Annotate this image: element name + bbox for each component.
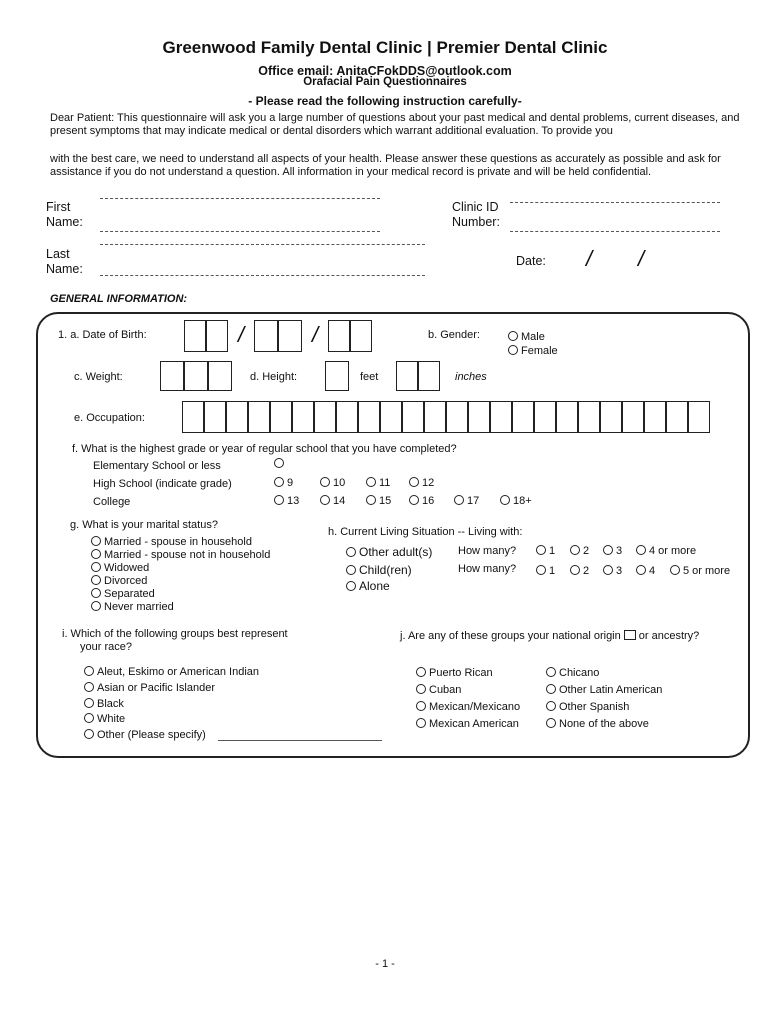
count-option[interactable]: 4 or more	[636, 545, 696, 557]
grade-option[interactable]: 17	[454, 495, 479, 507]
first-name-field[interactable]	[100, 231, 380, 232]
marital-option[interactable]: Divorced	[91, 575, 147, 587]
marital-option[interactable]: Married - spouse in household	[91, 536, 252, 548]
occupation-char-box[interactable]	[600, 401, 622, 433]
college-label: College	[93, 496, 131, 508]
education-question: f. What is the highest grade or year of regular school that you have completed?	[72, 443, 457, 455]
count-option[interactable]: 5 or more	[670, 565, 730, 577]
occupation-char-box[interactable]	[446, 401, 468, 433]
marital-option[interactable]: Never married	[91, 601, 174, 613]
gender-label: b. Gender:	[428, 329, 480, 341]
occupation-char-box[interactable]	[402, 401, 424, 433]
occupation-char-box[interactable]	[314, 401, 336, 433]
race-other-field[interactable]	[218, 740, 382, 741]
count-option[interactable]: 3	[603, 545, 622, 557]
occupation-char-box[interactable]	[424, 401, 446, 433]
last-name-overline	[100, 244, 425, 245]
elementary-option[interactable]	[274, 458, 287, 470]
race-option[interactable]: Black	[84, 698, 124, 710]
grade-option[interactable]: 14	[320, 495, 345, 507]
dob-box[interactable]	[278, 320, 302, 352]
section-heading: GENERAL INFORMATION:	[50, 293, 188, 305]
clinic-id-label: Clinic ID Number:	[452, 200, 500, 229]
first-name-overline	[100, 198, 380, 199]
height-feet-box[interactable]	[325, 361, 349, 391]
occupation-char-box[interactable]	[534, 401, 556, 433]
occupation-char-box[interactable]	[336, 401, 358, 433]
weight-box[interactable]	[160, 361, 184, 391]
occupation-char-box[interactable]	[578, 401, 600, 433]
occupation-char-box[interactable]	[270, 401, 292, 433]
living-alone-option[interactable]: Alone	[346, 579, 390, 593]
occupation-char-box[interactable]	[490, 401, 512, 433]
how-many-label: How many?	[458, 545, 517, 557]
intro-paragraph-1: Dear Patient: This questionnaire will ask you a large number of questions about your past medical and dental problems, current diseases, and present symptoms that may indicate medical or dental disorders which warrant additional evaluation. To provide you	[50, 112, 740, 137]
dob-label: 1. a. Date of Birth:	[58, 329, 147, 341]
weight-box[interactable]	[208, 361, 232, 391]
marital-option[interactable]: Separated	[91, 588, 155, 600]
occupation-char-box[interactable]	[204, 401, 226, 433]
origin-option[interactable]: None of the above	[546, 718, 649, 730]
last-name-label: Last Name:	[46, 247, 83, 276]
origin-option[interactable]: Other Latin American	[546, 684, 662, 696]
origin-option[interactable]: Chicano	[546, 667, 599, 679]
height-label: d. Height:	[250, 371, 298, 383]
feet-label: feet	[360, 371, 379, 383]
date-separator-2: /	[638, 246, 645, 271]
count-option[interactable]: 1	[536, 565, 555, 577]
origin-option[interactable]: Other Spanish	[546, 701, 629, 713]
occupation-char-box[interactable]	[248, 401, 270, 433]
living-question: h. Current Living Situation -- Living with:	[328, 526, 523, 538]
dob-box[interactable]	[206, 320, 228, 352]
occupation-char-box[interactable]	[380, 401, 402, 433]
dob-box[interactable]	[328, 320, 350, 352]
inches-label: inches	[455, 371, 487, 383]
grade-option[interactable]: 12	[409, 477, 434, 489]
origin-option[interactable]: Mexican/Mexicano	[416, 701, 520, 713]
office-email: Office email: AnitaCFokDDS@outlook.com	[258, 64, 512, 78]
marital-question: g. What is your marital status?	[70, 519, 218, 531]
occupation-char-box[interactable]	[358, 401, 380, 433]
gender-female-option[interactable]: Female	[508, 345, 558, 357]
occupation-char-box[interactable]	[512, 401, 534, 433]
date-label: Date:	[516, 254, 546, 268]
weight-box[interactable]	[184, 361, 208, 391]
origin-option[interactable]: Puerto Rican	[416, 667, 493, 679]
marital-option[interactable]: Widowed	[91, 562, 149, 574]
weight-label: c. Weight:	[74, 371, 123, 383]
dob-separator: /	[312, 322, 319, 347]
origin-option[interactable]: Cuban	[416, 684, 461, 696]
origin-checkbox[interactable]	[624, 630, 636, 640]
height-inches-box[interactable]	[418, 361, 440, 391]
count-option[interactable]: 1	[536, 545, 555, 557]
date-separator-1: /	[586, 246, 593, 271]
occupation-label: e. Occupation:	[74, 412, 145, 424]
race-option[interactable]: White	[84, 713, 125, 725]
how-many-label: How many?	[458, 563, 517, 575]
dob-separator: /	[238, 322, 245, 347]
count-option[interactable]: 4	[636, 565, 655, 577]
high-school-label: High School (indicate grade)	[93, 478, 232, 490]
height-inches-box[interactable]	[396, 361, 418, 391]
last-name-field[interactable]	[100, 275, 425, 276]
instruction-line: - Please read the following instruction carefully-	[248, 94, 522, 108]
grade-option[interactable]: 15	[366, 495, 391, 507]
grade-option[interactable]: 16	[409, 495, 434, 507]
occupation-char-box[interactable]	[556, 401, 578, 433]
occupation-char-box[interactable]	[622, 401, 644, 433]
occupation-char-box[interactable]	[666, 401, 688, 433]
elementary-label: Elementary School or less	[93, 460, 221, 472]
intro-paragraph-2: with the best care, we need to understand all aspects of your health. Please answer these questions as accurately as possible and ask for assistance if you do not understand a question. All information in your medical record is private and will be held confidential.	[50, 153, 721, 178]
clinic-id-field[interactable]	[510, 231, 720, 232]
clinic-id-overline	[510, 202, 720, 203]
count-option[interactable]: 2	[570, 545, 589, 557]
dob-box[interactable]	[254, 320, 278, 352]
race-other-option[interactable]: Other (Please specify)	[84, 729, 206, 741]
form-subtitle: Orafacial Pain Questionnaires	[303, 76, 467, 88]
gender-male-option[interactable]: Male	[508, 331, 545, 343]
origin-option[interactable]: Mexican American	[416, 718, 519, 730]
occupation-char-box[interactable]	[226, 401, 248, 433]
grade-option[interactable]: 9	[274, 477, 293, 489]
clinic-title: Greenwood Family Dental Clinic | Premier Dental Clinic	[162, 38, 608, 57]
marital-option[interactable]: Married - spouse not in household	[91, 549, 270, 561]
grade-option[interactable]: 18+	[500, 495, 532, 507]
race-option[interactable]: Asian or Pacific Islander	[84, 682, 215, 694]
count-option[interactable]: 3	[603, 565, 622, 577]
living-children-option[interactable]: Child(ren)	[346, 563, 412, 577]
living-other-adults-option[interactable]: Other adult(s)	[346, 545, 432, 559]
occupation-char-box[interactable]	[688, 401, 710, 433]
grade-option[interactable]: 10	[320, 477, 345, 489]
occupation-char-box[interactable]	[182, 401, 204, 433]
occupation-char-box[interactable]	[644, 401, 666, 433]
race-option[interactable]: Aleut, Eskimo or American Indian	[84, 666, 259, 678]
race-question-cont: your race?	[80, 641, 132, 653]
race-question: i. Which of the following groups best represent	[62, 628, 288, 640]
occupation-char-box[interactable]	[468, 401, 490, 433]
page-number: - 1 -	[375, 958, 395, 970]
first-name-label: First Name:	[46, 200, 83, 229]
count-option[interactable]: 2	[570, 565, 589, 577]
dob-box[interactable]	[184, 320, 206, 352]
origin-question: j. Are any of these groups your national origin or ancestry?	[400, 630, 700, 642]
dob-box[interactable]	[350, 320, 372, 352]
grade-option[interactable]: 13	[274, 495, 299, 507]
grade-option[interactable]: 11	[366, 477, 390, 489]
occupation-char-box[interactable]	[292, 401, 314, 433]
